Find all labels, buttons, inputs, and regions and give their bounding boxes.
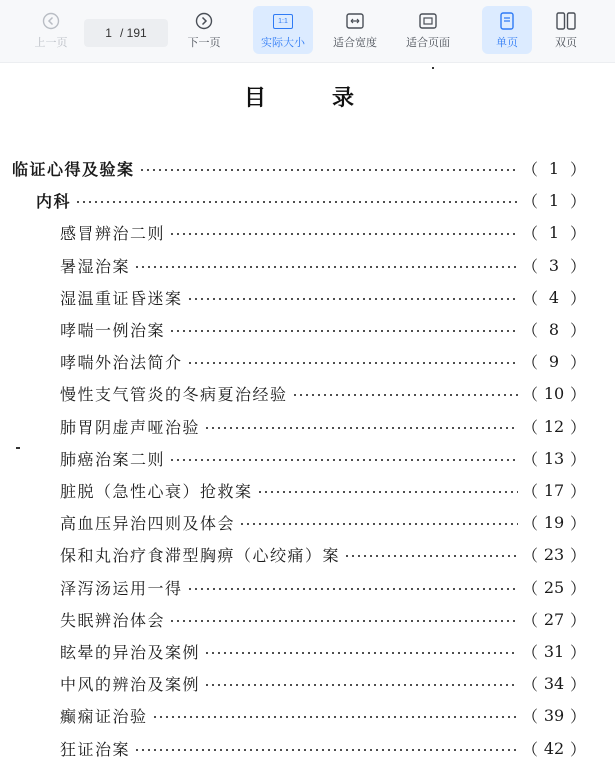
fit-width-label: 适合宽度 xyxy=(333,37,377,49)
fit-page-label: 适合页面 xyxy=(406,37,450,49)
toc-page-number: 13 xyxy=(543,448,565,468)
toc-page-ref xyxy=(522,254,586,277)
chevron-right-circle-icon xyxy=(195,10,213,32)
actual-size-icon-text: 1:1 xyxy=(273,14,293,29)
toc-leader-dots xyxy=(169,330,518,332)
toc-entry-title: 临证心得及验案 xyxy=(12,159,135,179)
paren-open: （ xyxy=(522,642,539,662)
toc-leader-dots xyxy=(344,555,518,557)
toc-entry-title: 肺癌治案二则 xyxy=(60,449,166,469)
toc-page-number: 1 xyxy=(548,222,560,242)
toc-entry[interactable] xyxy=(60,540,586,568)
paren-close: ） xyxy=(569,352,586,372)
toc-page-number: 10 xyxy=(543,383,565,403)
paren-open: （ xyxy=(522,256,539,276)
paren-close: ） xyxy=(569,481,586,501)
paren-close: ） xyxy=(569,256,586,276)
toc-entry[interactable] xyxy=(60,508,586,536)
page-number-input[interactable] xyxy=(84,19,168,47)
toc-entry[interactable] xyxy=(36,186,586,214)
toc-entry[interactable] xyxy=(60,573,586,601)
toc-entry-title: 肺胃阴虚声哑治验 xyxy=(60,417,201,437)
fit-page-button[interactable] xyxy=(400,6,456,54)
toc-page-number: 42 xyxy=(543,738,565,758)
toc-entry-title: 癫痫证治验 xyxy=(60,706,148,726)
next-page-label: 下一页 xyxy=(187,37,221,49)
paren-open: （ xyxy=(522,320,539,340)
toc-page-number: 1 xyxy=(548,158,560,178)
toc-page-ref xyxy=(522,672,586,695)
title-char-1: 目 xyxy=(244,86,267,111)
toc-leader-dots xyxy=(292,394,518,396)
toc-entry-title: 哮喘一例治案 xyxy=(60,320,166,340)
toc-page-ref xyxy=(522,479,586,502)
paren-close: ） xyxy=(569,159,586,179)
single-page-button[interactable] xyxy=(482,6,532,54)
toc-entry-title: 湿温重证昏迷案 xyxy=(60,288,183,308)
toc-entry[interactable] xyxy=(60,315,586,343)
scan-speck xyxy=(16,447,20,449)
actual-size-icon xyxy=(273,10,293,32)
actual-size-label: 实际大小 xyxy=(261,37,305,49)
double-page-label: 双页 xyxy=(555,37,577,49)
fit-page-icon xyxy=(419,10,437,32)
paren-open: （ xyxy=(522,674,539,694)
toc-leader-dots xyxy=(75,201,518,203)
paren-open: （ xyxy=(522,706,539,726)
toc-entry[interactable] xyxy=(60,476,586,504)
toc-entry-title: 眩晕的异治及案例 xyxy=(60,642,201,662)
paren-close: ） xyxy=(569,417,586,437)
prev-page-label: 上一页 xyxy=(34,37,68,49)
paren-open: （ xyxy=(522,513,539,533)
document-page xyxy=(0,63,615,762)
toc-page-ref xyxy=(522,415,586,438)
paren-open: （ xyxy=(522,449,539,469)
toc-leader-dots xyxy=(169,459,518,461)
toc-leader-dots xyxy=(187,588,518,590)
paren-open: （ xyxy=(522,481,539,501)
toc-page-number: 31 xyxy=(543,641,565,661)
paren-open: （ xyxy=(522,191,539,211)
paren-close: ） xyxy=(569,674,586,694)
toc-leader-dots xyxy=(187,362,518,364)
toc-leader-dots xyxy=(257,491,518,493)
toc-entry-title: 脏脱（急性心衰）抢救案 xyxy=(60,481,253,501)
fit-width-icon xyxy=(346,10,364,32)
toc-entry[interactable] xyxy=(60,605,586,633)
toc-page-ref xyxy=(522,350,586,373)
toc-page-ref xyxy=(522,157,586,180)
toc-leader-dots xyxy=(239,523,518,525)
toc-entry-title: 中风的辨治及案例 xyxy=(60,674,201,694)
toc-page-ref xyxy=(522,576,586,599)
paren-close: ） xyxy=(569,706,586,726)
toc-page-number: 27 xyxy=(543,609,565,629)
paren-open: （ xyxy=(522,352,539,372)
toc-leader-dots xyxy=(169,233,518,235)
current-page[interactable]: 1 xyxy=(105,26,112,40)
toc-entry[interactable] xyxy=(60,347,586,375)
toc-entry[interactable] xyxy=(60,669,586,697)
toc-entry-title: 狂证治案 xyxy=(60,739,131,759)
chevron-left-circle-icon xyxy=(42,10,60,32)
toc-leader-dots xyxy=(204,684,518,686)
toc-page-ref xyxy=(522,640,586,663)
toc-leader-dots xyxy=(134,749,518,751)
toc-page-ref xyxy=(522,382,586,405)
toc-page-ref xyxy=(522,318,586,341)
paren-open: （ xyxy=(522,288,539,308)
paren-open: （ xyxy=(522,578,539,598)
toc-entry-title: 失眠辨治体会 xyxy=(60,610,166,630)
paren-open: （ xyxy=(522,610,539,630)
viewer-toolbar xyxy=(0,0,615,63)
total-pages: / 191 xyxy=(119,26,147,40)
toc-leader-dots xyxy=(204,427,518,429)
double-page-icon xyxy=(556,10,576,32)
toc-entry[interactable] xyxy=(60,637,586,665)
paren-close: ） xyxy=(569,449,586,469)
next-page-button[interactable] xyxy=(183,6,225,54)
toc-page-number: 23 xyxy=(543,544,565,564)
actual-size-button[interactable] xyxy=(253,6,313,54)
paren-close: ） xyxy=(569,642,586,662)
toc-entry[interactable] xyxy=(60,444,586,472)
fit-width-button[interactable] xyxy=(327,6,383,54)
prev-page-button[interactable] xyxy=(30,6,72,54)
single-page-icon xyxy=(500,10,514,32)
toc-page-number: 1 xyxy=(548,190,560,210)
toc-page-ref xyxy=(522,608,586,631)
toc-page-number: 39 xyxy=(543,705,565,725)
toc-entry[interactable] xyxy=(60,251,586,279)
paren-open: （ xyxy=(522,739,539,759)
toc-entry-title: 感冒辨治二则 xyxy=(60,223,166,243)
paren-open: （ xyxy=(522,384,539,404)
toc-entry[interactable] xyxy=(12,154,586,182)
paren-close: ） xyxy=(569,513,586,533)
paren-close: ） xyxy=(569,320,586,340)
paren-open: （ xyxy=(522,159,539,179)
paren-close: ） xyxy=(569,384,586,404)
toc-entry-title: 高血压异治四则及体会 xyxy=(60,513,236,533)
paren-close: ） xyxy=(569,191,586,211)
paren-close: ） xyxy=(569,739,586,759)
toc-page-ref xyxy=(522,543,586,566)
toc-page-number: 12 xyxy=(543,416,565,436)
paren-open: （ xyxy=(522,417,539,437)
toc-page-number: 3 xyxy=(548,255,560,275)
toc-page-ref xyxy=(522,189,586,212)
toc-entry[interactable] xyxy=(60,218,586,246)
toc-page-ref xyxy=(522,447,586,470)
single-page-label: 单页 xyxy=(496,37,518,49)
toc-page-number: 8 xyxy=(548,319,560,339)
paren-open: （ xyxy=(522,545,539,565)
paren-close: ） xyxy=(569,578,586,598)
toc-entry[interactable] xyxy=(60,412,586,440)
toc-leader-dots xyxy=(139,169,518,171)
toc-entry-title: 泽泻汤运用一得 xyxy=(60,578,183,598)
toc-page-number: 34 xyxy=(543,673,565,693)
toc-entry-title: 哮喘外治法简介 xyxy=(60,352,183,372)
toc-page-number: 9 xyxy=(548,351,560,371)
paren-close: ） xyxy=(569,610,586,630)
toc-page-ref xyxy=(522,737,586,760)
toc-leader-dots xyxy=(204,652,518,654)
toc-page-number: 4 xyxy=(548,287,560,307)
toc-leader-dots xyxy=(187,298,518,300)
paren-close: ） xyxy=(569,288,586,308)
toc-page-ref xyxy=(522,704,586,727)
paren-close: ） xyxy=(569,545,586,565)
toc-entry[interactable] xyxy=(60,283,586,311)
toc-leader-dots xyxy=(152,716,518,718)
toc-leader-dots xyxy=(169,620,518,622)
toc-page-number: 19 xyxy=(543,512,565,532)
toc-entry[interactable] xyxy=(60,734,586,762)
toc-page-ref xyxy=(522,221,586,244)
toc-entry-title: 内科 xyxy=(36,191,72,211)
toc-page-ref xyxy=(522,286,586,309)
toc-entry-title: 慢性支气管炎的冬病夏治经验 xyxy=(60,384,288,404)
paren-open: （ xyxy=(522,223,539,243)
toc-page-number: 17 xyxy=(543,480,565,500)
toc-entry-title: 保和丸治疗食滞型胸痹（心绞痛）案 xyxy=(60,545,341,565)
toc-entry[interactable] xyxy=(60,379,586,407)
toc-entry[interactable] xyxy=(60,701,586,729)
title-char-2: 录 xyxy=(332,86,355,111)
toc-leader-dots xyxy=(134,266,518,268)
scan-speck xyxy=(432,67,434,69)
toc-page-ref xyxy=(522,511,586,534)
toc-page-number: 25 xyxy=(543,577,565,597)
double-page-button[interactable] xyxy=(545,6,587,54)
paren-close: ） xyxy=(569,223,586,243)
toc-entry-title: 暑湿治案 xyxy=(60,256,131,276)
